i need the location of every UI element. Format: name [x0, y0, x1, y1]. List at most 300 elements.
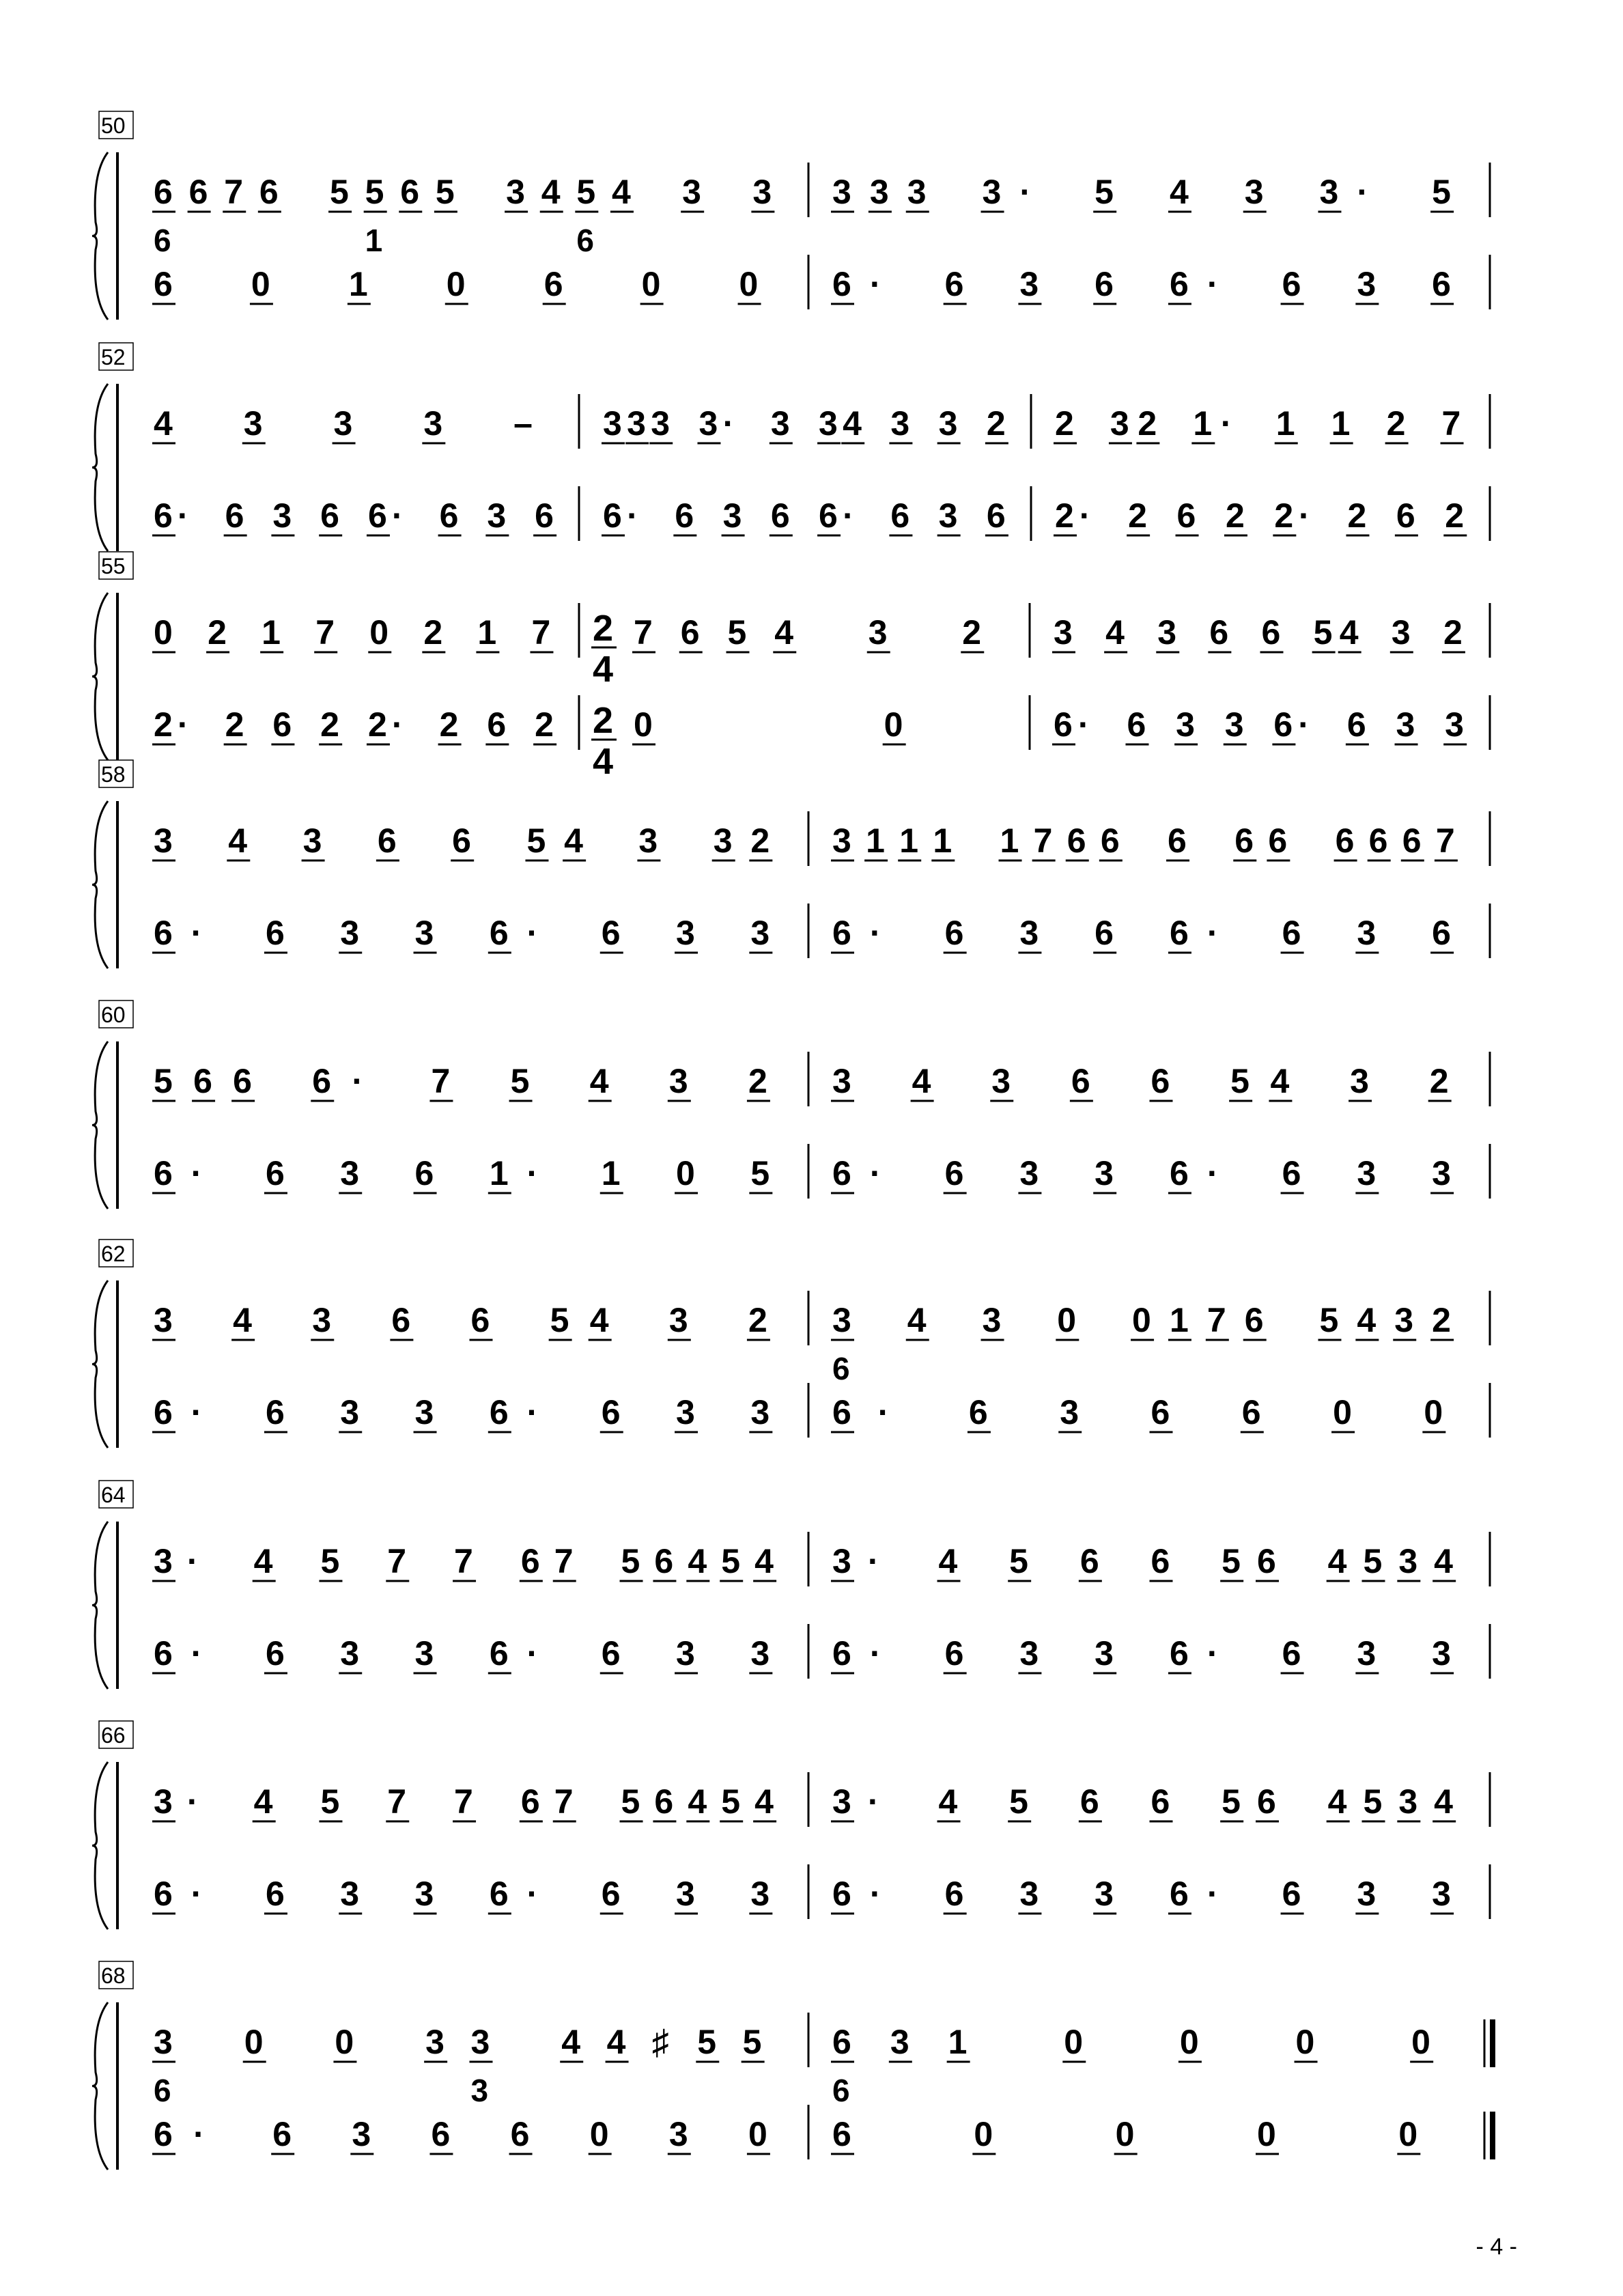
- upper-note: 5: [621, 1782, 640, 1821]
- upper-note: 4: [938, 1542, 958, 1580]
- lower-note: 6: [1282, 1154, 1301, 1192]
- upper-note: 6: [452, 822, 471, 860]
- upper-note: 5: [330, 173, 349, 211]
- upper-note: 3: [832, 173, 851, 211]
- measure: [1052, 603, 1490, 750]
- upper-note: 6: [520, 1782, 540, 1821]
- lower-note: 3: [676, 1634, 695, 1672]
- upper-note: 4: [606, 2023, 626, 2061]
- upper-note: 6: [1151, 1062, 1170, 1100]
- lower-note: 2: [1128, 496, 1147, 535]
- upper-note: 4: [907, 1301, 927, 1339]
- upper-note: 4: [754, 1782, 774, 1821]
- lower-note: 6: [944, 1875, 964, 1913]
- lower-note: 6: [1273, 705, 1293, 744]
- upper-note: 6: [1151, 1782, 1170, 1821]
- upper-note: ·: [1220, 404, 1232, 443]
- upper-note: 2: [1138, 404, 1157, 443]
- lower-note: 3: [1432, 1875, 1451, 1913]
- measure: [831, 1291, 1490, 1438]
- lower-note: 6: [1282, 1875, 1301, 1913]
- brace: [92, 152, 108, 320]
- upper-note: 5: [697, 2023, 717, 2061]
- lower-note: 6: [944, 1154, 964, 1192]
- measure: [1054, 394, 1490, 541]
- lower-note: ·: [1206, 1154, 1219, 1192]
- lower-note: 6: [265, 1875, 285, 1913]
- measure-number: 68: [101, 1963, 126, 1988]
- measure-number: 58: [101, 762, 126, 787]
- lower-note: 6: [489, 1393, 509, 1431]
- system-52: [92, 343, 1490, 551]
- lower-note: 6: [154, 2115, 173, 2153]
- measure: [152, 394, 579, 541]
- lower-note: 1: [348, 265, 368, 303]
- upper-note: 5: [727, 613, 747, 652]
- upper-note: 2: [748, 1062, 767, 1100]
- upper-note: 7: [634, 613, 653, 652]
- lower-note: 3: [668, 2115, 688, 2153]
- upper-note: 1: [262, 613, 281, 652]
- lower-note: ·: [1206, 265, 1219, 303]
- upper-note: 4: [541, 173, 561, 211]
- upper-note: 2: [1386, 404, 1406, 443]
- upper-note: 3: [1391, 613, 1411, 652]
- upper-note: 6: [680, 613, 700, 652]
- upper-note: 2: [748, 1301, 767, 1339]
- lower-note: 2: [154, 705, 173, 744]
- lower-note: ·: [177, 705, 189, 744]
- lower-note: 3: [414, 1393, 434, 1431]
- lower-note: 6: [320, 496, 339, 535]
- lower-note: 3: [1176, 705, 1195, 744]
- upper-note: 3: [991, 1062, 1011, 1100]
- lower-note: ·: [1206, 1634, 1219, 1672]
- upper-note: 3: [1350, 1062, 1369, 1100]
- chord-symbol: 6: [154, 223, 171, 258]
- upper-note: ·: [186, 1542, 199, 1580]
- time-signature-denominator: 4: [593, 649, 614, 690]
- lower-note: 6: [944, 265, 964, 303]
- upper-note: 6: [1071, 1062, 1090, 1100]
- upper-note: 3: [312, 1301, 332, 1339]
- upper-note: 5: [621, 1542, 640, 1580]
- upper-note: 1: [866, 822, 885, 860]
- lower-note: ·: [877, 1393, 890, 1431]
- measure-number: 55: [101, 554, 126, 578]
- measure: [831, 1772, 1490, 1919]
- upper-note: 3: [627, 404, 646, 443]
- lower-note: 3: [938, 496, 958, 535]
- upper-note: 3: [1244, 173, 1264, 211]
- upper-note: –: [513, 404, 533, 443]
- upper-note: 2: [986, 404, 1006, 443]
- upper-note: 3: [869, 173, 889, 211]
- upper-note: 6: [1067, 822, 1086, 860]
- upper-note: 4: [1169, 173, 1189, 211]
- lower-note: 6: [1095, 265, 1114, 303]
- upper-note: 6: [154, 173, 173, 211]
- upper-note: 6: [1168, 822, 1187, 860]
- lower-note: 0: [974, 2115, 993, 2153]
- upper-note: 7: [431, 1062, 451, 1100]
- system-64: [92, 1481, 1490, 1689]
- upper-note: ·: [186, 1782, 199, 1821]
- lower-note: ·: [526, 1393, 539, 1431]
- upper-note: 4: [589, 1062, 609, 1100]
- lower-note: ·: [190, 914, 203, 952]
- upper-note: 4: [1327, 1782, 1347, 1821]
- lower-note: 6: [439, 496, 459, 535]
- system-50: [92, 111, 1490, 320]
- upper-note: 3: [638, 822, 658, 860]
- lower-note: 6: [1169, 1875, 1189, 1913]
- upper-note: 3: [154, 1782, 173, 1821]
- lower-note: 3: [340, 1393, 360, 1431]
- upper-note: 5: [721, 1542, 741, 1580]
- upper-note: 6: [233, 1062, 252, 1100]
- upper-note: 7: [387, 1782, 407, 1821]
- lower-note: 2: [535, 705, 554, 744]
- upper-note: 6: [1257, 1782, 1276, 1821]
- upper-note: ·: [867, 1542, 879, 1580]
- lower-note: 2: [1445, 496, 1465, 535]
- lower-note: 0: [251, 265, 270, 303]
- upper-note: 2: [962, 613, 982, 652]
- upper-note: 3: [1398, 1542, 1418, 1580]
- lower-note: ·: [190, 1875, 203, 1913]
- lower-note: 0: [739, 265, 759, 303]
- upper-note: 6: [391, 1301, 411, 1339]
- upper-note: 1: [1275, 404, 1295, 443]
- upper-note: 6: [188, 173, 208, 211]
- lower-note: 6: [272, 705, 292, 744]
- lower-note: 3: [1019, 265, 1039, 303]
- upper-note: 2: [208, 613, 227, 652]
- upper-note: 5: [1363, 1542, 1383, 1580]
- lower-note: 3: [1357, 1875, 1377, 1913]
- upper-note: 3: [713, 822, 733, 860]
- measure: [831, 811, 1490, 958]
- lower-note: 6: [675, 496, 694, 535]
- lower-note: 3: [1357, 1634, 1377, 1672]
- upper-note: 3: [832, 1301, 851, 1339]
- system-68: [92, 1961, 1493, 2170]
- measure-number: 60: [101, 1003, 126, 1027]
- lower-note: 6: [832, 265, 851, 303]
- upper-note: 2: [423, 613, 443, 652]
- upper-note: 4: [774, 613, 794, 652]
- upper-note: 5: [1009, 1542, 1028, 1580]
- system-66: [92, 1721, 1490, 1929]
- lower-note: 3: [414, 1634, 434, 1672]
- lower-note: 0: [676, 1154, 695, 1192]
- lower-note: 6: [489, 1634, 509, 1672]
- brace: [92, 2002, 108, 2170]
- lower-note: 2: [439, 705, 459, 744]
- upper-note: 6: [832, 2023, 851, 2061]
- lower-note: 6: [154, 265, 173, 303]
- upper-note: 7: [315, 613, 335, 652]
- lower-note: 6: [832, 1393, 851, 1431]
- upper-note: 3: [302, 822, 322, 860]
- lower-note: ·: [1077, 705, 1090, 744]
- lower-note: ·: [1206, 914, 1219, 952]
- upper-note: ·: [1357, 173, 1369, 211]
- upper-note: 3: [425, 2023, 444, 2061]
- lower-note: 6: [1169, 265, 1189, 303]
- lower-note: 0: [1424, 1393, 1443, 1431]
- lower-note: 2: [1055, 496, 1074, 535]
- measure-number: 50: [101, 113, 126, 138]
- lower-note: ·: [526, 1634, 539, 1672]
- lower-note: 6: [832, 914, 851, 952]
- time-signature-denominator: 4: [593, 741, 614, 782]
- upper-note: 6: [193, 1062, 212, 1100]
- lower-note: ·: [193, 2115, 205, 2153]
- lower-note: 6: [1346, 705, 1366, 744]
- measure: [152, 2013, 808, 2159]
- lower-note: 6: [968, 1393, 988, 1431]
- upper-note: 3: [698, 404, 718, 443]
- upper-note: 3: [1110, 404, 1129, 443]
- lower-note: ·: [177, 496, 189, 535]
- lower-note: 6: [489, 1875, 509, 1913]
- lower-note: 3: [1357, 1154, 1377, 1192]
- lower-note: ·: [190, 1154, 203, 1192]
- lower-note: 0: [446, 265, 466, 303]
- measure: [152, 1772, 808, 1919]
- upper-note: 0: [1132, 1301, 1151, 1339]
- upper-note: 3: [832, 1062, 851, 1100]
- lower-note: ·: [391, 496, 404, 535]
- lower-note: 0: [641, 265, 661, 303]
- upper-note: 0: [1064, 2023, 1084, 2061]
- lower-note: 6: [944, 914, 964, 952]
- upper-note: 4: [938, 1782, 958, 1821]
- brace: [92, 593, 108, 760]
- lower-note: 6: [944, 1634, 964, 1672]
- upper-note: 3: [890, 404, 910, 443]
- lower-note: 1: [489, 1154, 509, 1192]
- lower-note: 3: [1019, 1154, 1039, 1192]
- upper-note: 5: [1095, 173, 1114, 211]
- lower-note: 3: [750, 1875, 770, 1913]
- lower-note: ·: [1298, 705, 1310, 744]
- upper-note: 2: [1432, 1301, 1451, 1339]
- lower-note: 6: [544, 265, 563, 303]
- upper-note: 0: [1295, 2023, 1315, 2061]
- lower-note: 6: [154, 1393, 173, 1431]
- lower-note: 6: [770, 496, 790, 535]
- lower-note: 2: [1347, 496, 1367, 535]
- lower-note: 3: [1432, 1634, 1451, 1672]
- lower-note: 0: [748, 2115, 767, 2153]
- upper-note: 4: [154, 404, 173, 443]
- upper-note: 5: [526, 822, 546, 860]
- upper-note: 1: [1193, 404, 1213, 443]
- lower-note: 6: [1095, 914, 1114, 952]
- lower-note: 6: [487, 705, 507, 744]
- lower-note: 6: [601, 914, 621, 952]
- lower-note: ·: [190, 1393, 203, 1431]
- upper-note: 3: [470, 2023, 490, 2061]
- lower-note: 3: [414, 1875, 434, 1913]
- lower-note: 3: [750, 1393, 770, 1431]
- lower-note: ·: [627, 496, 638, 535]
- lower-note: 3: [1095, 1875, 1114, 1913]
- lower-note: 3: [676, 914, 695, 952]
- lower-note: 0: [634, 705, 653, 744]
- lower-note: 6: [265, 1634, 285, 1672]
- upper-note: 4: [843, 404, 862, 443]
- upper-note: 1: [933, 822, 952, 860]
- lower-note: 3: [1445, 705, 1464, 744]
- upper-note: 1: [1000, 822, 1019, 860]
- upper-note: 7: [224, 173, 244, 211]
- upper-note: 4: [589, 1301, 609, 1339]
- upper-note: 3: [832, 822, 851, 860]
- upper-note: 6: [1234, 822, 1254, 860]
- upper-note: 7: [554, 1782, 574, 1821]
- upper-note: 4: [754, 1542, 774, 1580]
- brace: [92, 1041, 108, 1209]
- lower-note: ·: [526, 914, 539, 952]
- lower-note: ·: [843, 496, 854, 535]
- upper-note: 4: [1105, 613, 1125, 652]
- upper-note: 1: [477, 613, 497, 652]
- lower-note: 6: [1282, 914, 1301, 952]
- brace: [92, 1522, 108, 1689]
- lower-note: 3: [352, 2115, 371, 2153]
- upper-note: 6: [377, 822, 397, 860]
- lower-note: 6: [832, 1634, 851, 1672]
- lower-note: 6: [601, 1393, 621, 1431]
- chord-symbol: 6: [154, 2073, 171, 2108]
- upper-note: 4: [1270, 1062, 1290, 1100]
- lower-note: 0: [589, 2115, 609, 2153]
- upper-note: 4: [1434, 1782, 1453, 1821]
- measure-number: 66: [101, 1723, 126, 1748]
- upper-note: 3: [506, 173, 525, 211]
- upper-note: ·: [722, 404, 735, 443]
- upper-note: 4: [228, 822, 248, 860]
- measure: [591, 603, 1030, 782]
- upper-note: 7: [454, 1782, 473, 1821]
- lower-note: 3: [676, 1393, 695, 1431]
- lower-note: 6: [601, 1634, 621, 1672]
- chord-symbol: 6: [832, 2073, 850, 2108]
- chord-symbol: 3: [470, 2073, 489, 2108]
- lower-note: 3: [1019, 1875, 1039, 1913]
- upper-note: 6: [654, 1782, 674, 1821]
- lower-note: 6: [832, 1154, 851, 1192]
- upper-note: 3: [1394, 1301, 1414, 1339]
- system-58: [92, 760, 1490, 968]
- lower-note: 3: [722, 496, 742, 535]
- upper-note: 3: [982, 1301, 1002, 1339]
- system-60: [92, 1000, 1490, 1209]
- upper-note: 6: [1335, 822, 1355, 860]
- upper-note: 1: [899, 822, 919, 860]
- lower-note: 6: [154, 1875, 173, 1913]
- upper-note: 7: [387, 1542, 407, 1580]
- upper-note: ·: [867, 1782, 879, 1821]
- lower-note: 3: [750, 914, 770, 952]
- upper-note: 0: [369, 613, 389, 652]
- lower-note: 6: [154, 1154, 173, 1192]
- upper-note: 4: [688, 1782, 707, 1821]
- lower-note: ·: [1206, 1875, 1219, 1913]
- lower-note: 0: [1398, 2115, 1418, 2153]
- upper-note: 7: [554, 1542, 574, 1580]
- upper-note: 3: [982, 173, 1002, 211]
- upper-note: 7: [1033, 822, 1053, 860]
- upper-note: 3: [890, 2023, 909, 2061]
- upper-note: 5: [1363, 1782, 1383, 1821]
- lower-note: 1: [601, 1154, 621, 1192]
- upper-note: ♯: [651, 2023, 669, 2061]
- lower-note: 6: [225, 496, 244, 535]
- measure: [152, 1532, 808, 1679]
- measure: [602, 394, 1031, 541]
- upper-note: 3: [832, 1542, 851, 1580]
- lower-note: 0: [1115, 2115, 1135, 2153]
- lower-note: 0: [1333, 1393, 1352, 1431]
- page-number: - 4 -: [1476, 2234, 1517, 2260]
- lower-note: 6: [1169, 914, 1189, 952]
- lower-note: 6: [367, 496, 387, 535]
- upper-note: 6: [312, 1062, 332, 1100]
- upper-note: 3: [1157, 613, 1177, 652]
- lower-note: 2: [1225, 496, 1245, 535]
- upper-note: 3: [333, 404, 353, 443]
- upper-note: 4: [233, 1301, 252, 1339]
- upper-note: 0: [154, 613, 173, 652]
- upper-note: 2: [750, 822, 770, 860]
- lower-note: 6: [890, 496, 910, 535]
- upper-note: 3: [682, 173, 701, 211]
- upper-note: 4: [1434, 1542, 1453, 1580]
- upper-note: 6: [259, 173, 279, 211]
- upper-note: 1: [1331, 404, 1351, 443]
- upper-note: 6: [1368, 822, 1388, 860]
- system-55: [92, 552, 1490, 782]
- lower-note: 6: [819, 496, 838, 535]
- upper-note: 5: [1222, 1782, 1241, 1821]
- upper-note: 5: [742, 2023, 762, 2061]
- brace: [92, 1762, 108, 1929]
- upper-note: 3: [770, 404, 790, 443]
- upper-note: 7: [1206, 1301, 1226, 1339]
- measure: [152, 163, 808, 309]
- upper-note: 7: [454, 1542, 473, 1580]
- upper-note: 4: [1327, 1542, 1347, 1580]
- lower-note: 6: [535, 496, 554, 535]
- upper-note: 6: [470, 1301, 490, 1339]
- lower-note: 3: [1060, 1393, 1079, 1431]
- upper-note: 6: [1268, 822, 1288, 860]
- lower-note: 6: [1169, 1154, 1189, 1192]
- system-62: [92, 1240, 1490, 1448]
- upper-note: 5: [576, 173, 596, 211]
- lower-note: 2: [320, 705, 339, 744]
- upper-note: 4: [688, 1542, 707, 1580]
- upper-note: 5: [320, 1542, 340, 1580]
- lower-note: 2: [1274, 496, 1294, 535]
- lower-note: ·: [869, 914, 881, 952]
- brace: [92, 1280, 108, 1448]
